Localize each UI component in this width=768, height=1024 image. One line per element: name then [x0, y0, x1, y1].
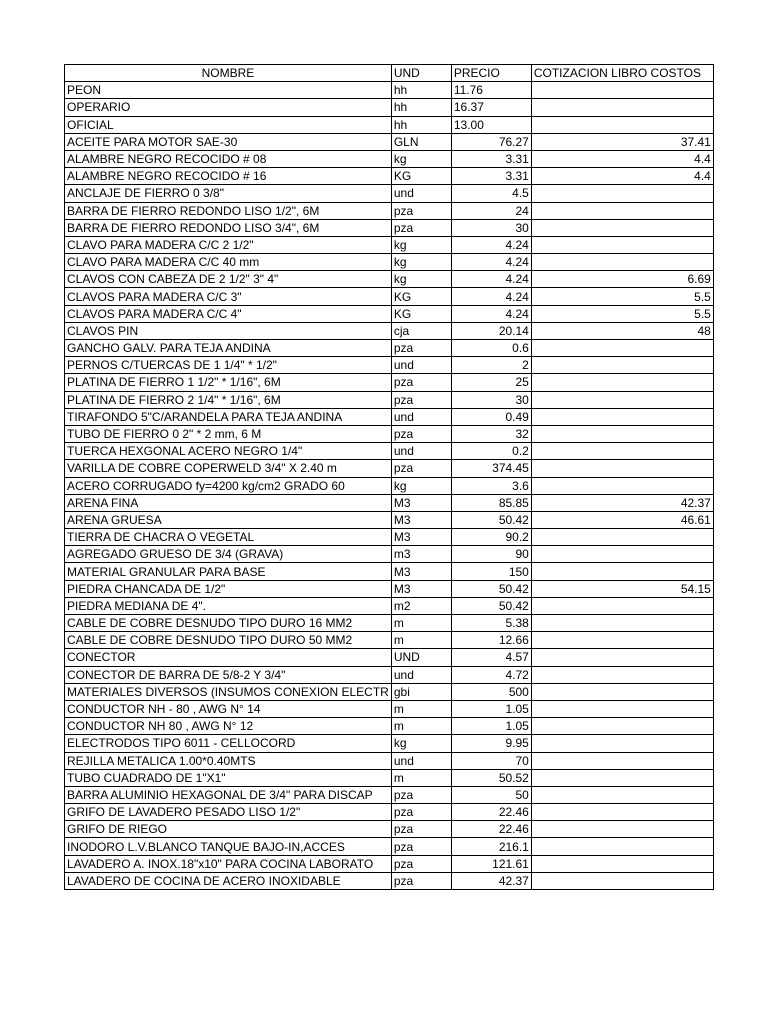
cell-cotizacion: 5.5 — [531, 288, 713, 305]
cell-nombre: CABLE DE COBRE DESNUDO TIPO DURO 16 MM2 — [65, 615, 392, 632]
table-row — [65, 322, 714, 339]
cell-cotizacion — [531, 219, 713, 236]
cell-precio: 32 — [451, 425, 531, 442]
cell-cotizacion: 6.69 — [531, 271, 713, 288]
table-row — [65, 357, 714, 374]
cell-nombre: MATERIALES DIVERSOS (INSUMOS CONEXION ELECTR — [65, 683, 392, 700]
cell-nombre: TIRAFONDO 5"C/ARANDELA PARA TEJA ANDINA — [65, 408, 392, 425]
table-row — [65, 700, 714, 717]
cell-nombre: TUBO CUADRADO DE 1"X1" — [65, 769, 392, 786]
cell-cotizacion — [531, 700, 713, 717]
cell-nombre: OPERARIO — [65, 99, 392, 116]
cell-precio: 16.37 — [451, 99, 531, 116]
cell-und: kg — [391, 271, 451, 288]
cell-nombre: BARRA DE FIERRO REDONDO LISO 3/4", 6M — [65, 219, 392, 236]
cell-nombre: CONECTOR DE BARRA DE 5/8-2 Y 3/4" — [65, 666, 392, 683]
cell-nombre: REJILLA METALICA 1.00*0.40MTS — [65, 752, 392, 769]
cell-und: und — [391, 357, 451, 374]
cell-nombre: TIERRA DE CHACRA O VEGETAL — [65, 529, 392, 546]
cell-cotizacion — [531, 443, 713, 460]
table-row — [65, 735, 714, 752]
cell-nombre: ARENA GRUESA — [65, 511, 392, 528]
cell-cotizacion — [531, 340, 713, 357]
cell-cotizacion — [531, 769, 713, 786]
cell-und: m3 — [391, 546, 451, 563]
cell-und: kg — [391, 150, 451, 167]
header-nombre: NOMBRE — [65, 65, 392, 82]
table-row — [65, 185, 714, 202]
cell-precio: 22.46 — [451, 821, 531, 838]
cell-nombre: VARILLA DE COBRE COPERWELD 3/4" X 2.40 m — [65, 460, 392, 477]
cell-nombre: ANCLAJE DE FIERRO 0 3/8" — [65, 185, 392, 202]
cell-nombre: CLAVO PARA MADERA C/C 2 1/2" — [65, 236, 392, 253]
table-row — [65, 494, 714, 511]
cell-cotizacion — [531, 804, 713, 821]
cell-nombre: PERNOS C/TUERCAS DE 1 1/4" * 1/2" — [65, 357, 392, 374]
cell-precio: 4.24 — [451, 254, 531, 271]
cell-cotizacion: 5.5 — [531, 305, 713, 322]
table-row — [65, 632, 714, 649]
cell-cotizacion — [531, 82, 713, 99]
cell-und: gbi — [391, 683, 451, 700]
cell-precio: 216.1 — [451, 838, 531, 855]
cell-cotizacion — [531, 597, 713, 614]
cell-nombre: ELECTRODOS TIPO 6011 - CELLOCORD — [65, 735, 392, 752]
cell-precio: 4.24 — [451, 236, 531, 253]
cell-und: cja — [391, 322, 451, 339]
cell-nombre: CONECTOR — [65, 649, 392, 666]
cell-und: M3 — [391, 494, 451, 511]
cell-cotizacion — [531, 254, 713, 271]
table-body — [65, 82, 714, 890]
cell-nombre: ALAMBRE NEGRO RECOCIDO # 08 — [65, 150, 392, 167]
price-table — [64, 64, 714, 890]
cell-und: und — [391, 185, 451, 202]
cell-nombre: MATERIAL GRANULAR PARA BASE — [65, 563, 392, 580]
cell-und: kg — [391, 254, 451, 271]
cell-und: und — [391, 408, 451, 425]
cell-nombre: TUBO DE FIERRO 0 2" * 2 mm, 6 M — [65, 425, 392, 442]
cell-cotizacion — [531, 236, 713, 253]
table-row — [65, 855, 714, 872]
cell-und: KG — [391, 305, 451, 322]
table-row — [65, 340, 714, 357]
cell-nombre: GANCHO GALV. PARA TEJA ANDINA — [65, 340, 392, 357]
cell-nombre: PLATINA DE FIERRO 2 1/4" * 1/16", 6M — [65, 391, 392, 408]
table-row — [65, 718, 714, 735]
cell-und: m — [391, 700, 451, 717]
cell-und: GLN — [391, 133, 451, 150]
table-row — [65, 254, 714, 271]
cell-cotizacion — [531, 529, 713, 546]
cell-cotizacion — [531, 202, 713, 219]
table-row — [65, 580, 714, 597]
cell-precio: 9.95 — [451, 735, 531, 752]
cell-precio: 90.2 — [451, 529, 531, 546]
cell-nombre: CLAVOS PARA MADERA C/C 3" — [65, 288, 392, 305]
header-und: UND — [391, 65, 451, 82]
cell-und: und — [391, 443, 451, 460]
cell-cotizacion — [531, 855, 713, 872]
table-row — [65, 408, 714, 425]
cell-cotizacion — [531, 786, 713, 803]
cell-und: hh — [391, 82, 451, 99]
cell-cotizacion — [531, 649, 713, 666]
cell-cotizacion: 37.41 — [531, 133, 713, 150]
cell-precio: 4.24 — [451, 271, 531, 288]
cell-nombre: AGREGADO GRUESO DE 3/4 (GRAVA) — [65, 546, 392, 563]
cell-nombre: BARRA ALUMINIO HEXAGONAL DE 3/4" PARA DISCAP — [65, 786, 392, 803]
cell-nombre: LAVADERO A. INOX.18"x10" PARA COCINA LABORATO — [65, 855, 392, 872]
cell-precio: 4.24 — [451, 288, 531, 305]
cell-precio: 30 — [451, 219, 531, 236]
cell-cotizacion — [531, 425, 713, 442]
cell-precio: 4.24 — [451, 305, 531, 322]
table-row — [65, 202, 714, 219]
cell-und: hh — [391, 116, 451, 133]
header-cotizacion: COTIZACION LIBRO COSTOS — [531, 65, 713, 82]
cell-und: m — [391, 615, 451, 632]
cell-precio: 121.61 — [451, 855, 531, 872]
table-row — [65, 769, 714, 786]
cell-precio: 0.6 — [451, 340, 531, 357]
table-row — [65, 597, 714, 614]
cell-precio: 30 — [451, 391, 531, 408]
cell-und: pza — [391, 821, 451, 838]
table-row — [65, 752, 714, 769]
cell-und: pza — [391, 391, 451, 408]
cell-precio: 50 — [451, 786, 531, 803]
cell-precio: 374.45 — [451, 460, 531, 477]
table-row — [65, 374, 714, 391]
table-row — [65, 546, 714, 563]
cell-nombre: INODORO L.V.BLANCO TANQUE BAJO-IN,ACCES — [65, 838, 392, 855]
table-row — [65, 116, 714, 133]
cell-und: kg — [391, 236, 451, 253]
table-row — [65, 821, 714, 838]
table-row — [65, 82, 714, 99]
cell-precio: 5.38 — [451, 615, 531, 632]
table-row — [65, 425, 714, 442]
cell-cotizacion: 48 — [531, 322, 713, 339]
cell-precio: 50.42 — [451, 580, 531, 597]
table-row — [65, 649, 714, 666]
cell-precio: 3.31 — [451, 150, 531, 167]
cell-nombre: CLAVO PARA MADERA C/C 40 mm — [65, 254, 392, 271]
cell-precio: 150 — [451, 563, 531, 580]
cell-cotizacion — [531, 408, 713, 425]
cell-cotizacion — [531, 374, 713, 391]
cell-cotizacion — [531, 872, 713, 889]
cell-cotizacion — [531, 683, 713, 700]
table-row — [65, 443, 714, 460]
cell-und: M3 — [391, 529, 451, 546]
table-row — [65, 391, 714, 408]
table-row — [65, 786, 714, 803]
cell-precio: 85.85 — [451, 494, 531, 511]
cell-precio: 50.42 — [451, 597, 531, 614]
cell-nombre: CONDUCTOR NH - 80 , AWG N° 14 — [65, 700, 392, 717]
cell-und: M3 — [391, 511, 451, 528]
cell-und: pza — [391, 460, 451, 477]
cell-cotizacion: 4.4 — [531, 150, 713, 167]
cell-cotizacion — [531, 838, 713, 855]
cell-precio: 11.76 — [451, 82, 531, 99]
cell-precio: 12.66 — [451, 632, 531, 649]
cell-und: M3 — [391, 580, 451, 597]
cell-precio: 500 — [451, 683, 531, 700]
cell-precio: 2 — [451, 357, 531, 374]
cell-cotizacion — [531, 632, 713, 649]
cell-und: m — [391, 769, 451, 786]
cell-und: KG — [391, 288, 451, 305]
table-row — [65, 99, 714, 116]
table-row — [65, 529, 714, 546]
cell-und: pza — [391, 340, 451, 357]
cell-cotizacion — [531, 357, 713, 374]
cell-nombre: GRIFO DE RIEGO — [65, 821, 392, 838]
cell-und: pza — [391, 855, 451, 872]
cell-nombre: GRIFO DE LAVADERO PESADO LISO 1/2" — [65, 804, 392, 821]
cell-cotizacion: 54.15 — [531, 580, 713, 597]
cell-und: pza — [391, 219, 451, 236]
cell-cotizacion: 4.4 — [531, 168, 713, 185]
cell-nombre: PIEDRA CHANCADA DE 1/2" — [65, 580, 392, 597]
cell-nombre: ACEITE PARA MOTOR SAE-30 — [65, 133, 392, 150]
cell-nombre: PEON — [65, 82, 392, 99]
cell-nombre: CLAVOS PIN — [65, 322, 392, 339]
cell-precio: 90 — [451, 546, 531, 563]
cell-nombre: TUERCA HEXGONAL ACERO NEGRO 1/4" — [65, 443, 392, 460]
cell-nombre: PLATINA DE FIERRO 1 1/2" * 1/16", 6M — [65, 374, 392, 391]
cell-nombre: ACERO CORRUGADO fy=4200 kg/cm2 GRADO 60 — [65, 477, 392, 494]
cell-und: KG — [391, 168, 451, 185]
cell-precio: 1.05 — [451, 718, 531, 735]
table-row — [65, 133, 714, 150]
cell-nombre: BARRA DE FIERRO REDONDO LISO 1/2", 6M — [65, 202, 392, 219]
cell-precio: 50.42 — [451, 511, 531, 528]
cell-cotizacion — [531, 821, 713, 838]
cell-nombre: OFICIAL — [65, 116, 392, 133]
cell-precio: 1.05 — [451, 700, 531, 717]
table-row — [65, 305, 714, 322]
cell-und: kg — [391, 735, 451, 752]
cell-precio: 42.37 — [451, 872, 531, 889]
cell-cotizacion: 42.37 — [531, 494, 713, 511]
table-row — [65, 460, 714, 477]
cell-cotizacion — [531, 391, 713, 408]
table-row — [65, 615, 714, 632]
header-precio: PRECIO — [451, 65, 531, 82]
cell-und: pza — [391, 804, 451, 821]
cell-precio: 4.72 — [451, 666, 531, 683]
table-row — [65, 271, 714, 288]
cell-und: hh — [391, 99, 451, 116]
cell-precio: 22.46 — [451, 804, 531, 821]
cell-cotizacion — [531, 99, 713, 116]
cell-precio: 20.14 — [451, 322, 531, 339]
table-row — [65, 150, 714, 167]
table-row — [65, 288, 714, 305]
cell-precio: 70 — [451, 752, 531, 769]
cell-nombre: CLAVOS PARA MADERA C/C 4" — [65, 305, 392, 322]
cell-und: kg — [391, 477, 451, 494]
cell-und: pza — [391, 786, 451, 803]
cell-und: m — [391, 718, 451, 735]
cell-precio: 4.5 — [451, 185, 531, 202]
table-row — [65, 838, 714, 855]
table-row — [65, 666, 714, 683]
table-row — [65, 168, 714, 185]
table-row — [65, 236, 714, 253]
cell-cotizacion — [531, 752, 713, 769]
cell-precio: 0.49 — [451, 408, 531, 425]
cell-und: M3 — [391, 563, 451, 580]
cell-precio: 50.52 — [451, 769, 531, 786]
cell-cotizacion — [531, 546, 713, 563]
cell-precio: 0.2 — [451, 443, 531, 460]
cell-und: und — [391, 752, 451, 769]
cell-und: pza — [391, 425, 451, 442]
cell-cotizacion — [531, 718, 713, 735]
table-row — [65, 511, 714, 528]
table-row — [65, 804, 714, 821]
cell-und: pza — [391, 838, 451, 855]
cell-nombre: CONDUCTOR NH 80 , AWG N° 12 — [65, 718, 392, 735]
cell-und: m — [391, 632, 451, 649]
cell-nombre: CABLE DE COBRE DESNUDO TIPO DURO 50 MM2 — [65, 632, 392, 649]
cell-nombre: ARENA FINA — [65, 494, 392, 511]
cell-und: pza — [391, 374, 451, 391]
cell-precio: 4.57 — [451, 649, 531, 666]
cell-cotizacion — [531, 735, 713, 752]
cell-cotizacion — [531, 116, 713, 133]
table-row — [65, 683, 714, 700]
cell-cotizacion — [531, 477, 713, 494]
table-row — [65, 219, 714, 236]
cell-cotizacion — [531, 563, 713, 580]
table-row — [65, 477, 714, 494]
cell-cotizacion — [531, 460, 713, 477]
cell-precio: 24 — [451, 202, 531, 219]
cell-cotizacion — [531, 185, 713, 202]
cell-cotizacion: 46.61 — [531, 511, 713, 528]
cell-cotizacion — [531, 615, 713, 632]
cell-und: m2 — [391, 597, 451, 614]
cell-nombre: ALAMBRE NEGRO RECOCIDO # 16 — [65, 168, 392, 185]
cell-precio: 13.00 — [451, 116, 531, 133]
cell-und: und — [391, 666, 451, 683]
cell-nombre: LAVADERO DE COCINA DE ACERO INOXIDABLE — [65, 872, 392, 889]
cell-nombre: CLAVOS CON CABEZA DE 2 1/2" 3" 4" — [65, 271, 392, 288]
cell-precio: 3.6 — [451, 477, 531, 494]
table-row — [65, 872, 714, 889]
header-row — [65, 65, 714, 82]
table-row — [65, 563, 714, 580]
cell-precio: 25 — [451, 374, 531, 391]
cell-und: pza — [391, 202, 451, 219]
cell-nombre: PIEDRA MEDIANA DE 4". — [65, 597, 392, 614]
cell-und: UND — [391, 649, 451, 666]
cell-und: pza — [391, 872, 451, 889]
cell-cotizacion — [531, 666, 713, 683]
cell-precio: 76.27 — [451, 133, 531, 150]
cell-precio: 3.31 — [451, 168, 531, 185]
